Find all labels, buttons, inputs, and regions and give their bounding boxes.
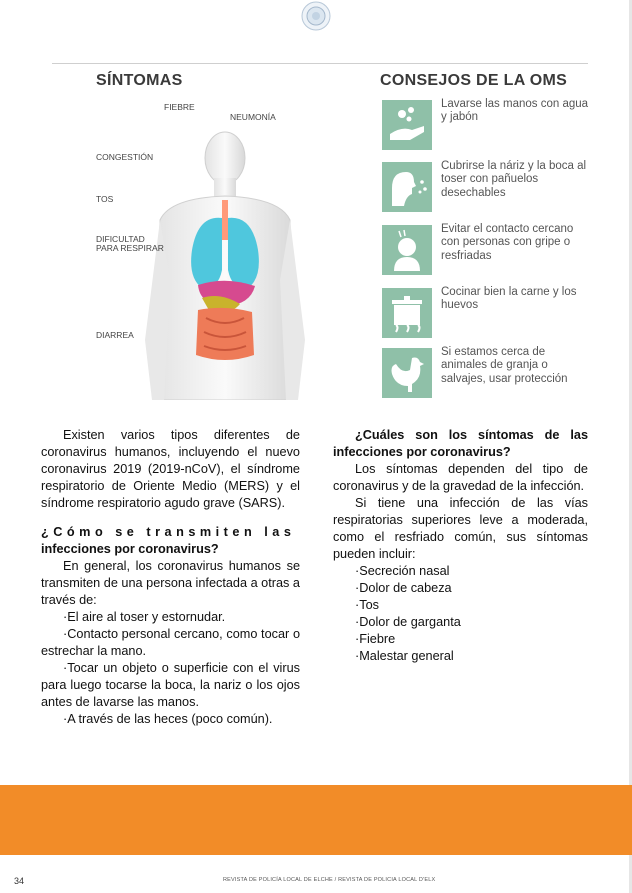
advice-animal-protection xyxy=(382,348,592,398)
cooking-pot-icon xyxy=(382,288,432,338)
label-congestion: CONGESTIÓN xyxy=(96,152,154,162)
transmission-heading-line1: ¿Cómo se transmiten las xyxy=(41,525,296,539)
label-tos: TOS xyxy=(96,194,114,204)
top-rule xyxy=(52,63,588,64)
label-neumonia: NEUMONÍA xyxy=(230,112,276,122)
page-number: 34 xyxy=(14,876,25,886)
label-dificultad: DIFICULTAD PARA RESPIRAR xyxy=(96,234,164,253)
advice-cover-cough xyxy=(382,162,592,212)
advice-avoid-contact xyxy=(382,225,592,275)
symptoms-paragraph-2: Si tiene una infección de las vías respiratorias superiores leve a moderada, como el resfriado común, sus síntomas pueden incluir: xyxy=(333,496,588,561)
right-column xyxy=(333,427,588,665)
list-item: ·Tos xyxy=(355,598,379,612)
advice-text: Cubrirse la náriz y la boca al toser con pañuelos desechables xyxy=(441,160,587,199)
transmission-heading-line2: infecciones por coronavirus? xyxy=(41,542,219,556)
list-item: ·Malestar general xyxy=(355,649,454,663)
sick-person-icon xyxy=(382,225,432,275)
list-item: ·Tocar un objeto o superficie con el virus para luego tocarse la boca, la nariz o los ojos antes de lavarse las manos. xyxy=(41,661,300,709)
footer-text: REVISTA DE POLICÍA LOCAL DE ELCHE / REVISTA DE POLICIA LOCAL D'ELX xyxy=(223,877,436,883)
list-item: ·Fiebre xyxy=(355,632,396,646)
list-item: ·Secreción nasal xyxy=(355,564,450,578)
symptoms-heading: ¿Cuáles son los síntomas de las infecciones por coronavirus? xyxy=(333,428,588,459)
intro-paragraph: Existen varios tipos diferentes de coronavirus humanos, incluyendo el nuevo coronavirus 2019 (2019-nCoV), el síndrome respiratorio de Oriente Medio (MERS) y el síndrome respiratorio agudo grave (SARS). xyxy=(41,428,300,510)
orange-footer-band xyxy=(0,785,632,855)
cough-tissue-icon xyxy=(382,162,432,212)
transmission-paragraph: En general, los coronavirus humanos se transmiten de una persona infectada a otras a través de: xyxy=(41,559,300,607)
rooster-icon xyxy=(382,348,432,398)
symptoms-paragraph-1: Los síntomas dependen del tipo de coronavirus y de la gravedad de la infección. xyxy=(333,462,588,493)
list-item: ·El aire al toser y estornudar. xyxy=(63,610,226,624)
transmission-heading xyxy=(41,524,300,558)
advice-cook-well xyxy=(382,288,592,338)
advice-hand-washing xyxy=(382,100,592,150)
label-fiebre: FIEBRE xyxy=(164,102,195,112)
advice-text: Si estamos cerca de animales de granja o salvajes, usar protección xyxy=(441,346,568,385)
list-item: ·Dolor de cabeza xyxy=(355,581,452,595)
advice-text: Evitar el contacto cercano con personas con gripe o resfriadas xyxy=(441,223,574,262)
list-item: ·A través de las heces (poco común). xyxy=(63,712,273,726)
consejos-title: CONSEJOS DE LA OMS xyxy=(380,72,568,89)
left-column xyxy=(41,427,300,728)
list-item: ·Contacto personal cercano, como tocar o estrechar la mano. xyxy=(41,627,300,658)
label-diarrea: DIARREA xyxy=(96,330,134,340)
sintomas-title: SÍNTOMAS xyxy=(96,72,183,89)
list-item: ·Dolor de garganta xyxy=(355,615,461,629)
advice-text: Lavarse las manos con agua y jabón xyxy=(441,98,589,124)
police-emblem-icon xyxy=(301,1,331,31)
hand-washing-icon xyxy=(382,100,432,150)
advice-text: Cocinar bien la carne y los huevos xyxy=(441,286,577,312)
